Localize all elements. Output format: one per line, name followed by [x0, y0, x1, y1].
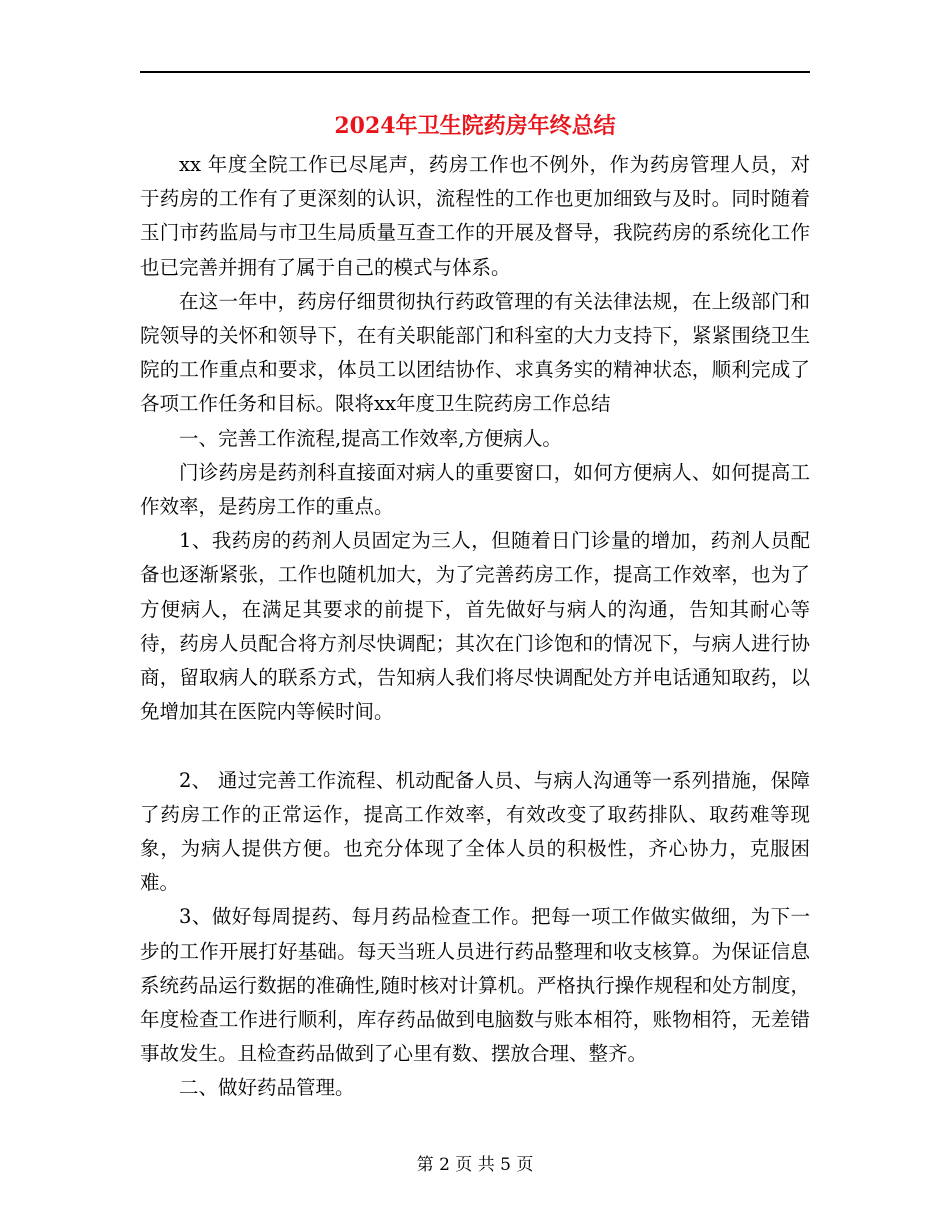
section-heading-2: 二、做好药品管理。: [179, 1076, 355, 1100]
header-rule: [140, 71, 810, 73]
paragraph-outpatient: 门诊药房是药剂科直接面对病人的重要窗口，如何方便病人、如何提高工作效率，是药房工作的重点。: [140, 460, 810, 519]
paragraph-overview: 在这一年中，药房仔细贯彻执行药政管理的有关法律法规，在上级部门和院领导的关怀和领导下，在有关职能部门和科室的大力支持下，紧紧围绕卫生院的工作重点和要求，体员工以团结协作、求真务实的精神状态，顺利完成了各项工作任务和目标。限将xx年度卫生院药房工作总结: [140, 289, 810, 416]
section-heading-1: 一、完善工作流程,提高工作效率,方便病人。: [179, 426, 562, 450]
paragraph-item-2: 2、 通过完善工作流程、机动配备人员、与病人沟通等一系列措施，保障了药房工作的正常运作，提高工作效率，有效改变了取药排队、取药难等现象，为病人提供方便。也充分体现了全体人员的积极性，齐心协力，克服困难。: [140, 768, 810, 895]
document-title: 2024年卫生院药房年终总结: [334, 113, 616, 139]
paragraph-item-1: 1、我药房的药剂人员固定为三人，但随着日门诊量的增加，药剂人员配备也逐渐紧张，工作也随机加大，为了完善药房工作，提高工作效率，也为了方便病人，在满足其要求的前提下，首先做好与病人的沟通，告知其耐心等待，药房人员配合将方剂尽快调配；其次在门诊饱和的情况下，与病人进行协商，留取病人的联系方式，告知病人我们将尽快调配处方并电话通知取药，以免增加其在医院内等候时间。: [140, 529, 810, 724]
paragraph-item-3: 3、做好每周提药、每月药品检查工作。把每一项工作做实做细，为下一步的工作开展打好基础。每天当班人员进行药品整理和收支核算。为保证信息系统药品运行数据的准确性,随时核对计算机。严格执行操作规程和处方制度，年度检查工作进行顺利，库存药品做到电脑数与账本相符，账物相符，无差错事故发生。且检查药品做到了心里有数、摆放合理、整齐。: [140, 905, 810, 1066]
paragraph-intro: xx 年度全院工作已尽尾声，药房工作也不例外，作为药房管理人员，对于药房的工作有了更深刻的认识，流程性的工作也更加细致与及时。同时随着玉门市药监局与市卫生局质量互查工作的开展及督导，我院药房的系统化工作也已完善并拥有了属于自己的模式与体系。: [140, 153, 810, 279]
blank-line: [140, 729, 810, 763]
document-body: [140, 148, 810, 1106]
page-footer: 第 2 页 共 5 页: [416, 1155, 534, 1175]
